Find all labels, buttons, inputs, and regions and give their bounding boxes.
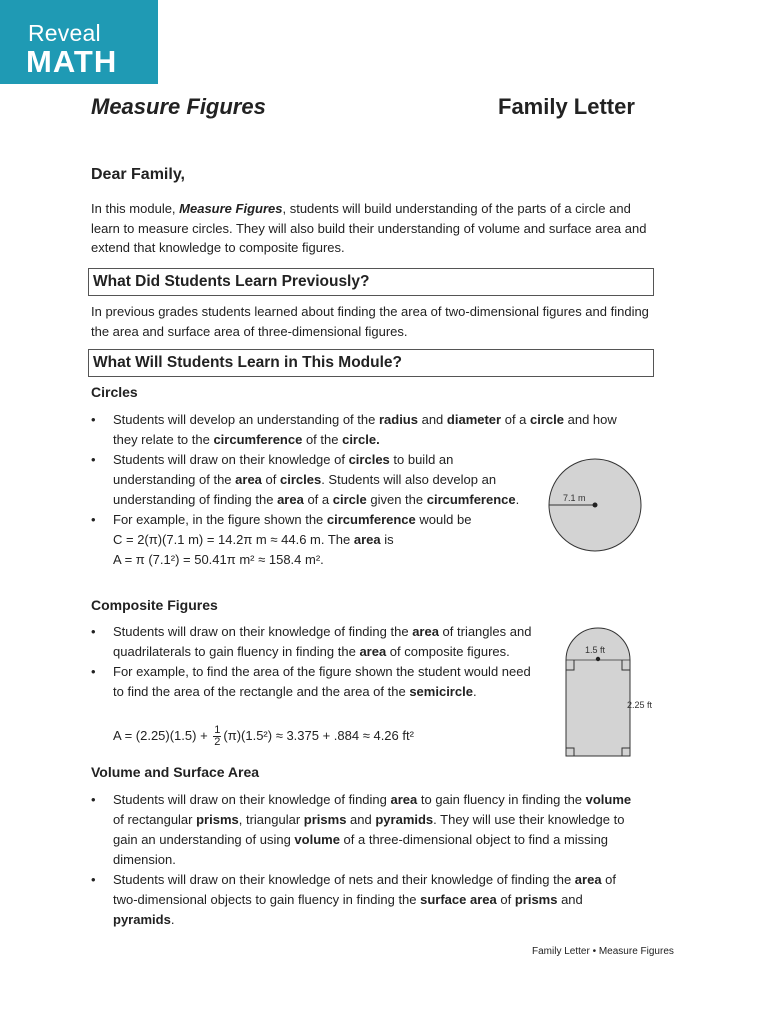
list-item: • Students will draw on their knowledge of finding area to gain fluency in finding the volume of rectangular prisms, triangular prisms and pyramids. They will use their knowledge to gain an understanding of using volume of a three-dimensional object to find a missing dimension. [91, 792, 632, 867]
composite-height-label: 2.25 ft [627, 700, 653, 710]
volume-bullet-list [91, 790, 639, 930]
document-type-title: Family Letter [498, 94, 635, 119]
previously-paragraph: In previous grades students learned about finding the area of two-dimensional figures and finding the area and surface area of three-dimensional figures. [91, 304, 649, 339]
logo-text-reveal: Reveal [28, 20, 101, 46]
circumference-formula: C = 2(π)(7.1 m) = 14.2π m ≈ 44.6 m. The area is [113, 532, 394, 547]
composite-figure [560, 622, 670, 762]
radius-label: 7.1 m [563, 493, 586, 503]
bullet-glyph: • [91, 664, 96, 679]
list-item: • Students will draw on their knowledge of nets and their knowledge of finding the area of two-dimensional objects to gain fluency in finding the surface area of prisms and pyramids. [91, 872, 617, 927]
composite-bullet-list [91, 622, 541, 702]
subheading-circles: Circles [91, 384, 138, 400]
bullet-glyph: • [91, 452, 96, 467]
section-heading-previously: What Did Students Learn Previously? [88, 268, 654, 296]
bullet-glyph: • [91, 624, 96, 639]
greeting: Dear Family, [91, 166, 185, 183]
list-item: • For example, to find the area of the figure shown the student would need to find the area of the rectangle and the area of the semicircle. [91, 664, 531, 699]
intro-rest: , students will build understanding of the parts of a circle and learn to measure circles. They will also build their understanding of volume and surface area and extend that knowledge to composite figures. [91, 201, 647, 255]
intro-lead: In this module, [91, 201, 180, 216]
reveal-math-logo [0, 0, 158, 84]
area-formula: A = π (7.1²) = 50.41π m² ≈ 158.4 m². [113, 552, 324, 567]
circle-figure [545, 455, 645, 555]
one-half-fraction: $\frac{1}{2}$ [214, 724, 221, 748]
circles-bullet-list-2 [91, 450, 526, 570]
list-item: • Students will develop an understanding of the radius and diameter of a circle and how they relate to the circumference of the circle. [91, 412, 617, 447]
bullet-glyph: • [91, 412, 96, 427]
list-item: • Students will draw on their knowledge of finding the area of triangles and quadrilaterals to gain fluency in finding the area of composite figures. [91, 624, 532, 659]
subheading-volume-surface-area: Volume and Surface Area [91, 764, 260, 780]
list-item: • For example, in the figure shown the circumference would be C = 2(π)(7.1 m) = 14.2π m ≈ 44.6 m. The area is A = π (7.1²) = 50.41π m² ≈ 158.4 m². [91, 510, 526, 570]
module-title: Measure Figures [91, 94, 266, 119]
page-footer: Family Letter • Measure Figures [532, 946, 674, 957]
subheading-composite-figures: Composite Figures [91, 597, 218, 613]
logo-text-math: MATH [26, 44, 118, 79]
bullet-glyph: • [91, 872, 96, 887]
bullet-glyph: • [91, 792, 96, 807]
composite-area-formula: A = (2.25)(1.5) + $\frac{1}{2}$ (π)(1.5²) ≈ 3.375 + .884 ≈ 4.26 ft² [113, 724, 414, 748]
composite-radius-label: 1.5 ft [585, 645, 606, 655]
intro-paragraph [91, 199, 651, 258]
intro-module-name: Measure Figures [179, 201, 283, 216]
circles-bullet-list [91, 410, 631, 450]
section-heading-this-module: What Will Students Learn in This Module? [88, 349, 654, 377]
bullet-glyph: • [91, 512, 96, 527]
list-item: • Students will draw on their knowledge of circles to build an understanding of the area of circles. Students will also develop an understanding of finding the area of a circle given the circumference. [91, 452, 520, 507]
